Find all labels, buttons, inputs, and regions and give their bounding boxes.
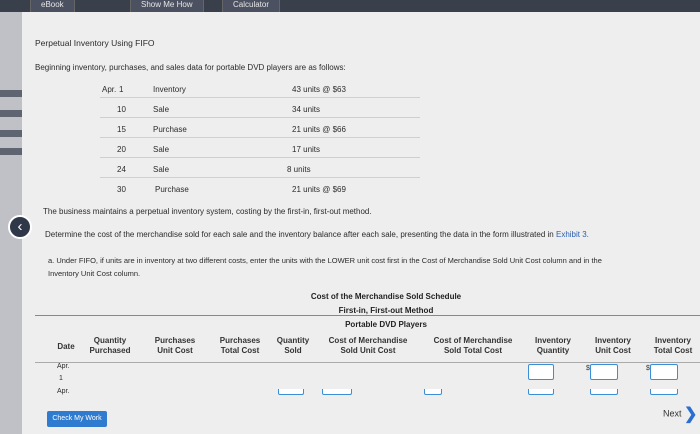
dollar-sign: $ [646, 365, 650, 372]
tab-ebook[interactable]: eBook [30, 0, 75, 12]
determine-text: Determine the cost of the merchandise sold for each sale and the inventory balance after each sale, presenting the data in the form illustrated in Exhibit 3. [45, 230, 589, 239]
part-a-instruction-cont: Inventory Unit Cost column. [48, 269, 141, 278]
data-type: Purchase [153, 125, 187, 134]
cms-total-cost-input[interactable] [424, 389, 442, 395]
col-inventory-total-cost: Inventory Total Cost [653, 336, 693, 355]
business-text: The business maintains a perpetual inventory system, costing by the first-in, first-out method. [43, 207, 372, 216]
data-day: 24 [117, 165, 126, 174]
data-detail: 17 units [292, 145, 321, 154]
data-detail: 21 units @ $66 [292, 125, 346, 134]
col-inventory-quantity: Inventory Quantity [534, 336, 571, 355]
col-inventory-unit-cost: Inventory Unit Cost [594, 336, 631, 355]
col-quantity-sold: Quantity Sold [276, 336, 310, 355]
col-cms-unit-cost: Cost of Merchandise Sold Unit Cost [328, 336, 408, 355]
schedule-title: Cost of the Merchandise Sold Schedule [310, 292, 462, 301]
row-date-month: Apr. [57, 363, 70, 370]
inventory-unit-cost-input[interactable] [590, 364, 618, 380]
data-day: 15 [117, 125, 126, 134]
chevron-right-icon: ❯ [684, 406, 698, 423]
data-detail: 34 units [292, 105, 321, 114]
data-type: Sale [153, 165, 170, 174]
data-day: 10 [117, 105, 126, 114]
row-date-month: Apr. [57, 388, 70, 395]
col-purchases-total-cost: Purchases Total Cost [219, 336, 261, 355]
inventory-total-cost-input-2[interactable] [650, 389, 678, 395]
dollar-sign: $ [586, 365, 590, 372]
data-day: 30 [117, 185, 126, 194]
data-type: Sale [153, 145, 170, 154]
tab-show-me-how[interactable]: Show Me How [130, 0, 204, 12]
part-a-instruction: a. Under FIFO, if units are in inventory at two different costs, enter the units with the LOWER unit cost first in the Cost of Merchandise Sold Unit Cost column and in the [48, 256, 602, 265]
next-button[interactable]: Next ❯ [663, 406, 698, 423]
tab-calculator[interactable]: Calculator [222, 0, 280, 12]
inventory-quantity-input[interactable] [528, 364, 554, 380]
cms-unit-cost-input[interactable] [322, 389, 352, 395]
quantity-sold-input[interactable] [278, 389, 304, 395]
top-toolbar [0, 0, 700, 12]
schedule-product: Portable DVD Players [345, 320, 427, 329]
col-cms-total-cost: Cost of Merchandise Sold Total Cost [433, 336, 513, 355]
data-type: Sale [153, 105, 170, 114]
check-my-work-button[interactable]: Check My Work [47, 411, 107, 427]
col-purchases-unit-cost: Purchases Unit Cost [154, 336, 196, 355]
schedule-subtitle: First-in, First-out Method [338, 306, 434, 315]
chevron-left-icon: ‹ [17, 218, 23, 235]
inventory-quantity-input-2[interactable] [528, 389, 554, 395]
inventory-unit-cost-input-2[interactable] [590, 389, 618, 395]
data-detail: 8 units [287, 165, 311, 174]
data-day: 20 [117, 145, 126, 154]
data-detail: 43 units @ $63 [292, 85, 346, 94]
data-day: 1 [119, 85, 124, 94]
data-type: Purchase [155, 185, 189, 194]
inventory-total-cost-input[interactable] [650, 364, 678, 380]
data-month: Apr. [102, 85, 117, 94]
row-date-day: 1 [59, 375, 63, 382]
exhibit-3-link[interactable]: Exhibit 3. [555, 230, 589, 239]
intro-text: Beginning inventory, purchases, and sales data for portable DVD players are as follows: [35, 63, 346, 72]
col-date: Date [57, 342, 75, 351]
back-button[interactable] [8, 215, 32, 239]
col-quantity-purchased: Quantity Purchased [89, 336, 131, 355]
data-detail: 21 units @ $69 [292, 185, 346, 194]
data-type: Inventory [153, 85, 186, 94]
page-title: Perpetual Inventory Using FIFO [35, 38, 155, 48]
